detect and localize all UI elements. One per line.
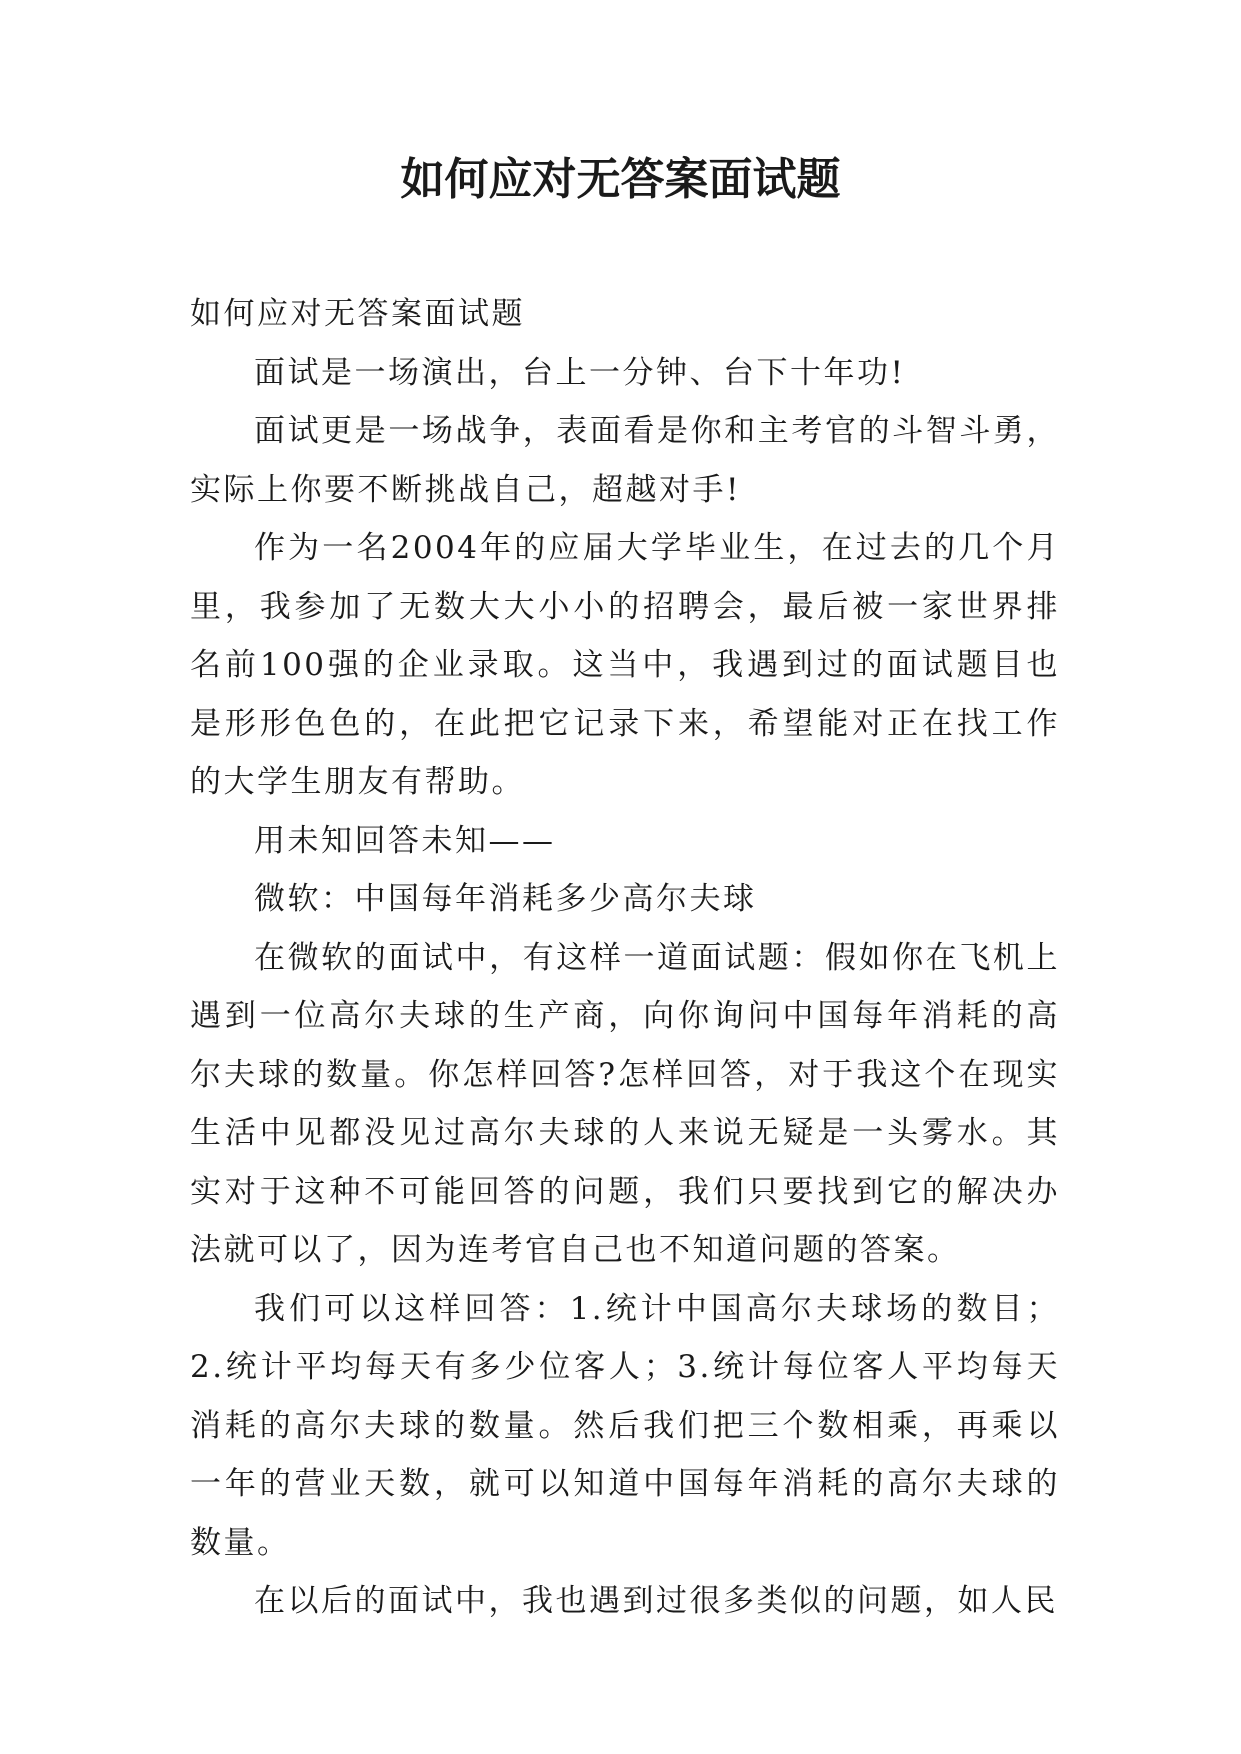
paragraph-2: 面试更是一场战争，表面看是你和主考官的斗智斗勇，实际上你要不断挑战自己，超越对手!	[190, 413, 1060, 508]
paragraph-8: 在以后的面试中，我也遇到过很多类似的问题，如人民	[254, 1583, 1058, 1619]
document-body	[190, 285, 1060, 1631]
paragraph-6: 在微软的面试中，有这样一道面试题：假如你在飞机上遇到一位高尔夫球的生产商，向你询问中国每年消耗的高尔夫球的数量。你怎样回答?怎样回答，对于我这个在现实生活中见都没见过高尔夫球的人来说无疑是一头雾水。其实对于这种不可能回答的问题，我们只要找到它的解决办法就可以了，因为连考官自己也不知道问题的答案。	[190, 939, 1060, 1268]
document-title: 如何应对无答案面试题	[400, 154, 841, 205]
paragraph-3: 作为一名2004年的应届大学毕业生，在过去的几个月里，我参加了无数大大小小的招聘会，最后被一家世界排名前100强的企业录取。这当中，我遇到过的面试题目也是形形色色的，在此把它记录下来，希望能对正在找工作的大学生朋友有帮助。	[190, 530, 1060, 800]
subtitle-paragraph: 如何应对无答案面试题	[190, 296, 525, 332]
section-heading: 用未知回答未知——	[254, 822, 556, 859]
paragraph-7: 我们可以这样回答：1.统计中国高尔夫球场的数目；2.统计平均每天有多少位客人；3.统计每位客人平均每天消耗的高尔夫球的数量。然后我们把三个数相乘，再乘以一年的营业天数，就可以知道中国每年消耗的高尔夫球的数量。	[190, 1290, 1060, 1561]
paragraph-1: 面试是一场演出，台上一分钟、台下十年功!	[254, 354, 906, 391]
subsection-heading: 微软：中国每年消耗多少高尔夫球	[254, 881, 757, 917]
